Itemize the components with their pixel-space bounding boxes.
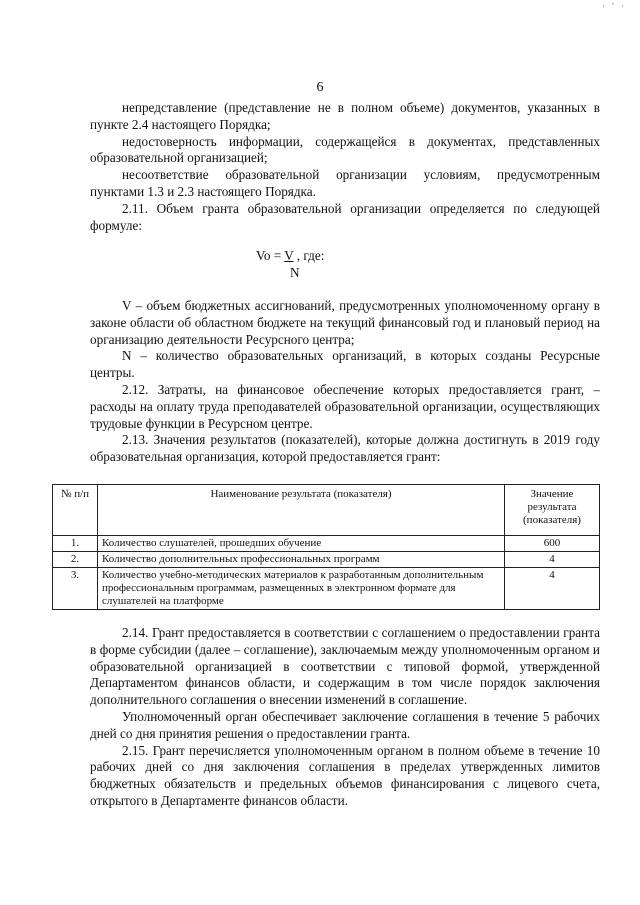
formula-rest: , где:	[293, 248, 325, 263]
formula-numerator: V	[284, 248, 294, 263]
text-block-agreement	[90, 625, 600, 810]
text-block-definitions	[90, 298, 600, 466]
table-row	[53, 568, 600, 610]
paragraph: непредставление (представление не в полном объеме) документов, указанных в пункте 2.4 настоящего Порядка;	[90, 100, 600, 132]
row-name: Количество слушателей, прошедших обучение	[98, 536, 505, 552]
row-num: 1.	[53, 536, 98, 552]
table-header-row	[53, 485, 600, 536]
paragraph-2-12: 2.12. Затраты, на финансовое обеспечение которых предоставляется грант, – расходы на оплату труда преподавателей образовательной организации, осуществляющих трудовые функции в Ресурсном центре.	[90, 381, 600, 431]
page-number: 6	[316, 80, 324, 95]
paragraph-2-11: 2.11. Объем гранта образовательной организации определяется по следующей формуле:	[90, 200, 600, 233]
results-table	[52, 484, 600, 610]
row-name: Количество учебно-методических материалов к разработанным дополнительным профессиональным программам, размещенных в электронном формате для слушателей на платформе	[98, 568, 505, 610]
paragraph-2-14: 2.14. Грант предоставляется в соответствии с соглашением о предоставлении гранта в форме субсидии (далее – соглашение), заключаемым между уполномоченным органом и образовательной организацией в соответствии с типовой формой, утвержденной Департаментом финансов области, и содержащим в том числе порядок заключения дополнительного соглашения о внесении изменений в соглашение.	[90, 625, 600, 708]
paragraph-definition-v: V – объем бюджетных ассигнований, предусмотренных уполномоченному органу в законе области об областном бюджете на текущий финансовый год и плановый период на организацию деятельности Ресурсного центра;	[90, 298, 600, 347]
row-num: 2.	[53, 552, 98, 568]
formula-lhs: Vo =	[256, 248, 285, 263]
row-value: 600	[505, 536, 600, 552]
header-value: Значение результата (показателя)	[505, 485, 600, 536]
table-row	[53, 536, 600, 552]
formula-denominator: N	[290, 265, 300, 280]
paragraph: несоответствие образовательной организации условиям, предусмотренным пунктами 1.3 и 2.3 настоящего Порядка.	[90, 167, 600, 199]
header-num: № п/п	[53, 485, 98, 536]
text-block-grounds-for-refusal	[90, 100, 600, 234]
paragraph-definition-n: N – количество образовательных организаций, в которых созданы Ресурсные центры.	[90, 348, 600, 381]
paragraph-2-15: 2.15. Грант перечисляется уполномоченным органом в полном объеме в течение 10 рабочих дней со дня заключения соглашения в пределах утвержденных лимитов бюджетных обязательств и предельных объемов финансирования с лицевого счета, открытого в Департаменте финансов области.	[90, 742, 600, 808]
paragraph-2-13: 2.13. Значения результатов (показателей), которые должна достигнуть в 2019 году образовательная организация, которой предоставляется грант:	[90, 432, 600, 465]
row-value: 4	[505, 568, 600, 610]
header-name: Наименование результата (показателя)	[98, 485, 505, 536]
formula-line	[256, 248, 324, 264]
row-name: Количество дополнительных профессиональных программ	[98, 552, 505, 568]
corner-mark: · ' ·	[602, 2, 626, 12]
table-row	[53, 552, 600, 568]
paragraph: недостоверность информации, содержащейся в документах, представленных образовательной организацией;	[90, 133, 600, 166]
row-num: 3.	[53, 568, 98, 610]
row-value: 4	[505, 552, 600, 568]
paragraph: Уполномоченный орган обеспечивает заключение соглашения в течение 5 рабочих дней со дня принятия решения о предоставлении гранта.	[90, 708, 600, 741]
